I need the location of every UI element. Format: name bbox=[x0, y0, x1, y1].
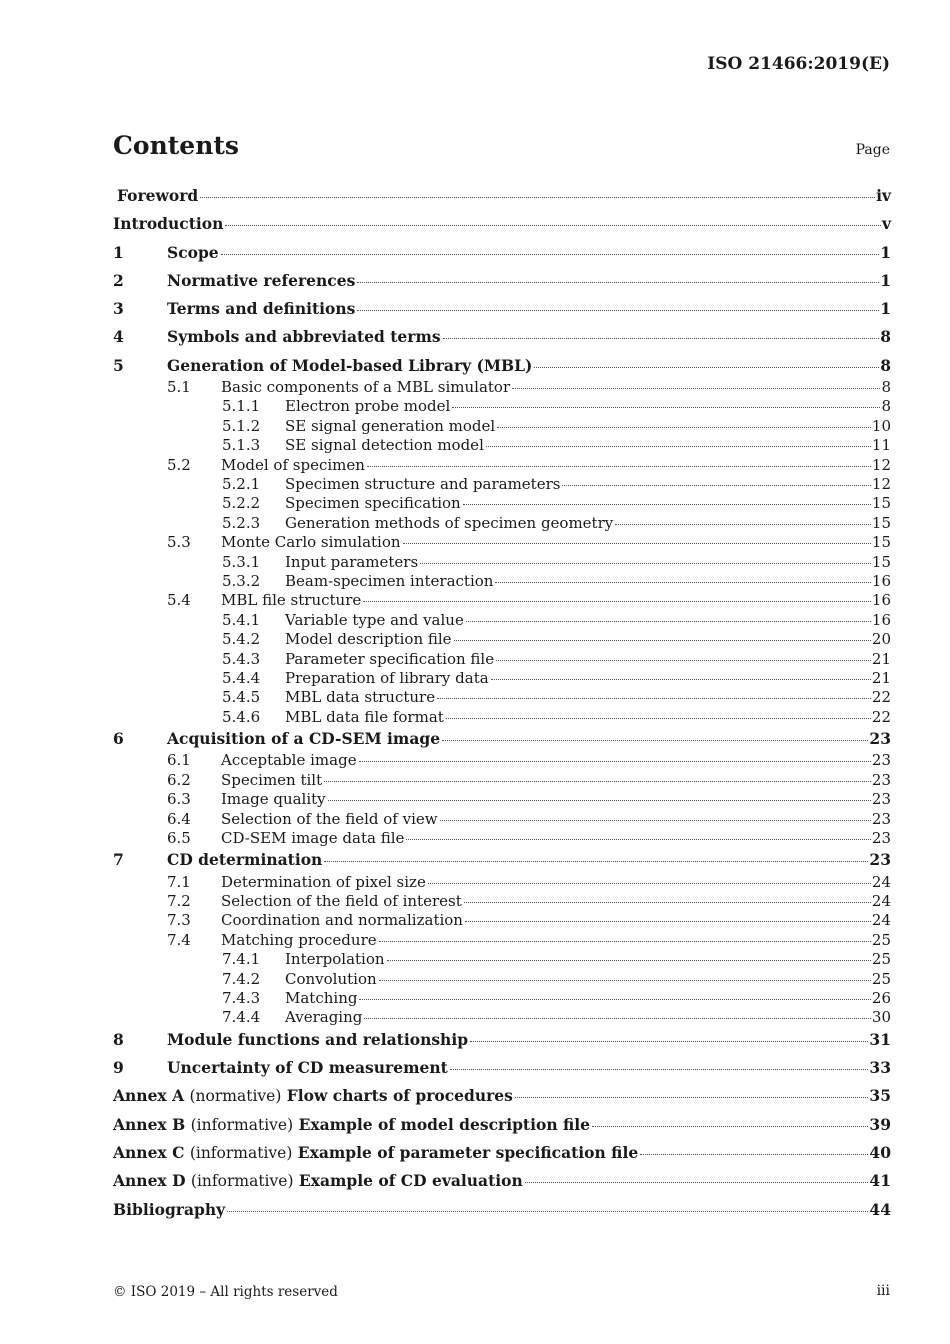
toc-entry[interactable] bbox=[113, 553, 891, 572]
annex-type: (informative) bbox=[189, 1143, 293, 1162]
dot-leader bbox=[379, 941, 871, 942]
dot-leader bbox=[463, 504, 871, 505]
toc-entry-number: 7.4.1 bbox=[222, 950, 261, 969]
toc-entry-page: 23 bbox=[869, 850, 891, 870]
toc-entry-title: Averaging bbox=[285, 1008, 363, 1027]
dot-leader bbox=[440, 820, 871, 821]
toc-entry[interactable] bbox=[113, 669, 891, 688]
toc-entry-title: Generation of Model-based Library (MBL) bbox=[167, 355, 533, 375]
toc-entry-title: MBL data structure bbox=[285, 688, 436, 707]
dot-leader bbox=[363, 601, 871, 602]
toc-entry-page: 40 bbox=[869, 1142, 891, 1162]
toc-entry[interactable] bbox=[113, 1056, 891, 1084]
toc-entry-title: Monte Carlo simulation bbox=[221, 533, 401, 552]
toc-entry-title: Parameter specification file bbox=[285, 649, 495, 668]
annex-label: Annex A bbox=[113, 1086, 185, 1106]
toc-entry-number: 4 bbox=[113, 327, 124, 347]
toc-entry[interactable] bbox=[113, 1141, 891, 1169]
toc-entry[interactable] bbox=[113, 297, 891, 325]
toc-entry-title: Specimen specification bbox=[285, 494, 461, 513]
toc-entry-page: 23 bbox=[871, 809, 891, 828]
toc-entry[interactable] bbox=[113, 241, 891, 269]
toc-entry[interactable] bbox=[113, 184, 891, 212]
toc-entry[interactable] bbox=[113, 591, 891, 610]
toc-entry-title: Generation methods of specimen geometry bbox=[285, 513, 614, 532]
toc-entry-number: 5.1 bbox=[167, 378, 191, 397]
dot-leader bbox=[357, 310, 879, 311]
toc-entry-number: 5.4.4 bbox=[222, 668, 261, 687]
toc-entry-title: Uncertainty of CD measurement bbox=[167, 1058, 448, 1078]
toc-entry[interactable] bbox=[113, 456, 891, 475]
toc-entry-title: Terms and definitions bbox=[167, 299, 356, 319]
dot-leader bbox=[497, 427, 871, 428]
toc-entry-number: 5.1.1 bbox=[222, 397, 261, 416]
dot-leader bbox=[640, 1154, 868, 1155]
annex-type: (informative) bbox=[190, 1172, 294, 1191]
toc-entry-title: Variable type and value bbox=[285, 610, 464, 629]
toc-entry-title: Preparation of library data bbox=[285, 668, 489, 687]
toc-entry-page: 26 bbox=[871, 989, 891, 1007]
toc-entry-page: 31 bbox=[869, 1029, 891, 1049]
dot-leader bbox=[452, 407, 880, 408]
dot-leader bbox=[615, 524, 871, 525]
toc-entry-page: 25 bbox=[871, 969, 891, 988]
toc-entry[interactable] bbox=[113, 931, 891, 950]
toc-entry[interactable] bbox=[113, 494, 891, 513]
toc-entry[interactable] bbox=[113, 790, 891, 809]
toc-entry-title: SE signal detection model bbox=[285, 436, 484, 455]
toc-entry-title: MBL file structure bbox=[221, 591, 362, 610]
toc-entry-page: 12 bbox=[871, 455, 891, 474]
toc-entry-title: Image quality bbox=[221, 790, 326, 809]
toc-entry-page: 30 bbox=[871, 1008, 891, 1027]
toc-entry-number: 5.2 bbox=[167, 455, 191, 474]
toc-entry-page: 16 bbox=[871, 610, 891, 629]
dot-leader bbox=[464, 902, 871, 903]
toc-entry-title bbox=[113, 1084, 513, 1108]
toc-entry-title: Basic components of a MBL simulator bbox=[221, 378, 511, 397]
toc-entry-number: 5.4.6 bbox=[222, 707, 261, 726]
dot-leader bbox=[406, 839, 871, 840]
dot-leader bbox=[465, 921, 871, 922]
toc-entry-title: Interpolation bbox=[285, 950, 385, 969]
toc-entry-number: 6.3 bbox=[167, 790, 191, 809]
toc-entry-title: MBL data file format bbox=[285, 707, 444, 726]
toc-entry[interactable] bbox=[113, 397, 891, 416]
annex-title: Example of parameter specification file bbox=[297, 1142, 639, 1162]
toc-entry-page: 1 bbox=[880, 299, 891, 319]
toc-entry[interactable] bbox=[113, 911, 891, 930]
dot-leader bbox=[420, 563, 871, 564]
toc-entry[interactable] bbox=[113, 688, 891, 707]
toc-entry-page: 39 bbox=[869, 1114, 891, 1134]
dot-leader bbox=[496, 660, 871, 661]
toc-entry[interactable] bbox=[113, 873, 891, 892]
toc-entry-number: 5.1.3 bbox=[222, 436, 261, 455]
toc-entry[interactable] bbox=[113, 1084, 891, 1112]
toc-entry[interactable] bbox=[113, 892, 891, 911]
toc-entry[interactable] bbox=[113, 650, 891, 669]
toc-entry[interactable] bbox=[113, 533, 891, 552]
toc-entry-number: 6.5 bbox=[167, 828, 191, 847]
toc-entry-number: 5.3 bbox=[167, 533, 191, 552]
toc-entry[interactable] bbox=[113, 417, 891, 436]
toc-entry-title: Model description file bbox=[285, 630, 452, 649]
annex-title: Flow charts of procedures bbox=[286, 1086, 513, 1106]
toc-entry-title: Matching procedure bbox=[221, 930, 377, 949]
dot-leader bbox=[534, 367, 879, 368]
toc-entry-number: 6.1 bbox=[167, 751, 191, 770]
toc-entry-title: Acquisition of a CD-SEM image bbox=[167, 729, 441, 749]
toc-entry-number: 6 bbox=[113, 729, 124, 749]
toc-entry-title: CD determination bbox=[167, 850, 323, 870]
table-of-contents bbox=[113, 184, 891, 1226]
toc-entry-page: 11 bbox=[871, 436, 891, 455]
toc-entry-title: Symbols and abbreviated terms bbox=[167, 327, 441, 347]
dot-leader bbox=[367, 466, 871, 467]
dot-leader bbox=[454, 640, 871, 641]
toc-entry-page: 24 bbox=[871, 892, 891, 911]
dot-leader bbox=[437, 698, 871, 699]
toc-entry[interactable] bbox=[113, 989, 891, 1008]
toc-entry-number: 2 bbox=[113, 270, 124, 290]
dot-leader bbox=[525, 1182, 869, 1183]
toc-entry-number: 5.4.1 bbox=[222, 610, 261, 629]
toc-entry-number: 7.4.2 bbox=[222, 969, 261, 988]
toc-entry-page: 23 bbox=[869, 729, 891, 749]
toc-entry-number: 5 bbox=[113, 355, 124, 375]
annex-type: (normative) bbox=[189, 1087, 282, 1106]
annex-title: Example of CD evaluation bbox=[298, 1171, 523, 1191]
dot-leader bbox=[359, 761, 871, 762]
dot-leader bbox=[486, 446, 871, 447]
toc-entry-page: 15 bbox=[871, 494, 891, 513]
dot-leader bbox=[200, 197, 875, 198]
dot-leader bbox=[470, 1041, 868, 1042]
toc-entry[interactable] bbox=[113, 1198, 891, 1226]
toc-entry-page: 33 bbox=[869, 1058, 891, 1078]
standard-id: ISO 21466:2019(E) bbox=[707, 54, 890, 74]
toc-entry-page: iv bbox=[876, 186, 891, 205]
toc-entry-number: 9 bbox=[113, 1058, 124, 1078]
toc-entry-number: 5.1.2 bbox=[222, 416, 261, 435]
dot-leader bbox=[592, 1126, 868, 1127]
toc-entry-page: 22 bbox=[871, 688, 891, 707]
toc-entry[interactable] bbox=[113, 269, 891, 297]
toc-entry-page: 44 bbox=[869, 1199, 891, 1219]
toc-entry-page: 8 bbox=[881, 378, 891, 397]
toc-entry[interactable] bbox=[113, 1113, 891, 1141]
toc-entry-number: 7.4 bbox=[167, 930, 191, 949]
toc-entry-page: 1 bbox=[880, 270, 891, 290]
toc-entry-number: 7.4.3 bbox=[222, 989, 261, 1007]
toc-entry-title: Foreword bbox=[117, 186, 199, 205]
toc-entry-page: 12 bbox=[871, 475, 891, 494]
toc-entry-number: 5.2.3 bbox=[222, 513, 261, 532]
dot-leader bbox=[387, 960, 871, 961]
toc-entry-number: 5.2.2 bbox=[222, 494, 261, 513]
toc-entry-title: Input parameters bbox=[285, 552, 419, 571]
annex-title: Example of model description file bbox=[298, 1114, 590, 1134]
dot-leader bbox=[450, 1069, 869, 1070]
toc-entry-page: 20 bbox=[871, 630, 891, 649]
dot-leader bbox=[515, 1097, 869, 1098]
toc-entry-number: 5.4 bbox=[167, 591, 191, 610]
toc-entry-number: 7.1 bbox=[167, 872, 191, 891]
page-column-label: Page bbox=[855, 142, 890, 158]
toc-entry[interactable] bbox=[113, 630, 891, 649]
toc-entry-number: 5.2.1 bbox=[222, 475, 261, 494]
toc-entry-page: 15 bbox=[871, 552, 891, 571]
toc-entry-number: 6.2 bbox=[167, 770, 191, 789]
toc-entry-page: 35 bbox=[869, 1086, 891, 1106]
toc-entry-page: 15 bbox=[871, 513, 891, 532]
toc-entry-number: 6.4 bbox=[167, 809, 191, 828]
dot-leader bbox=[512, 388, 880, 389]
toc-entry-title: Specimen tilt bbox=[221, 770, 323, 789]
toc-entry[interactable] bbox=[113, 1028, 891, 1056]
dot-leader bbox=[446, 718, 871, 719]
toc-entry-number: 3 bbox=[113, 299, 124, 319]
toc-entry-page: 21 bbox=[871, 649, 891, 668]
dot-leader bbox=[403, 543, 871, 544]
toc-entry-title: SE signal generation model bbox=[285, 416, 496, 435]
toc-entry[interactable] bbox=[113, 771, 891, 790]
toc-entry-page: v bbox=[881, 214, 891, 234]
toc-entry-title: Selection of the field of interest bbox=[221, 892, 462, 911]
toc-entry-page: 16 bbox=[871, 571, 891, 590]
toc-entry[interactable] bbox=[113, 572, 891, 591]
toc-entry-number: 7 bbox=[113, 850, 124, 870]
toc-entry-page: 15 bbox=[871, 533, 891, 552]
annex-label: Annex B bbox=[113, 1114, 186, 1134]
toc-entry[interactable] bbox=[113, 751, 891, 770]
contents-title: Contents bbox=[113, 131, 240, 160]
toc-entry-title: Selection of the field of view bbox=[221, 809, 438, 828]
toc-entry-number: 7.4.4 bbox=[222, 1008, 261, 1027]
toc-entry[interactable] bbox=[113, 475, 891, 494]
dot-leader bbox=[466, 621, 871, 622]
toc-entry-page: 23 bbox=[871, 828, 891, 847]
toc-entry-page: 10 bbox=[871, 416, 891, 435]
toc-entry[interactable] bbox=[113, 970, 891, 989]
dot-leader bbox=[491, 679, 871, 680]
toc-entry-page: 24 bbox=[871, 872, 891, 891]
copyright-notice: © ISO 2019 – All rights reserved bbox=[113, 1284, 338, 1300]
dot-leader bbox=[443, 338, 880, 339]
toc-entry-page: 8 bbox=[880, 355, 891, 375]
toc-entry-page: 41 bbox=[869, 1171, 891, 1191]
dot-leader bbox=[324, 861, 868, 862]
toc-entry-title: Convolution bbox=[285, 969, 377, 988]
dot-leader bbox=[359, 999, 870, 1000]
dot-leader bbox=[221, 254, 880, 255]
toc-entry-page: 1 bbox=[880, 242, 891, 262]
toc-entry-title: Beam-specimen interaction bbox=[285, 571, 494, 590]
toc-entry-title: Bibliography bbox=[113, 1199, 226, 1219]
toc-entry[interactable] bbox=[113, 1008, 891, 1027]
toc-entry-title: Scope bbox=[167, 242, 219, 262]
toc-entry-title bbox=[113, 1113, 590, 1137]
toc-entry-page: 23 bbox=[871, 751, 891, 770]
dot-leader bbox=[328, 800, 871, 801]
toc-entry-page: 16 bbox=[871, 591, 891, 610]
annex-label: Annex D bbox=[113, 1171, 186, 1191]
toc-entry-title: Specimen structure and parameters bbox=[285, 475, 561, 494]
toc-entry[interactable] bbox=[113, 325, 891, 353]
toc-entry[interactable] bbox=[113, 829, 891, 848]
toc-entry[interactable] bbox=[113, 378, 891, 397]
toc-entry-page: 25 bbox=[871, 950, 891, 969]
toc-entry-title: CD-SEM image data file bbox=[221, 828, 405, 847]
toc-entry-title bbox=[113, 1141, 638, 1165]
toc-entry-number: 7.3 bbox=[167, 911, 191, 930]
annex-type: (informative) bbox=[190, 1115, 294, 1134]
dot-leader bbox=[495, 582, 870, 583]
toc-entry-number: 5.4.5 bbox=[222, 688, 261, 707]
toc-entry-number: 5.4.2 bbox=[222, 630, 261, 649]
toc-entry[interactable] bbox=[113, 436, 891, 455]
toc-entry-number: 5.3.2 bbox=[222, 571, 261, 590]
toc-entry-page: 24 bbox=[871, 911, 891, 930]
toc-entry-title: Model of specimen bbox=[221, 455, 365, 474]
toc-entry-title: Module functions and relationship bbox=[167, 1029, 469, 1049]
toc-entry-page: 23 bbox=[871, 790, 891, 809]
toc-entry-title: Matching bbox=[285, 989, 358, 1007]
toc-entry[interactable] bbox=[113, 611, 891, 630]
toc-entry-number: 5.3.1 bbox=[222, 552, 261, 571]
toc-entry-title: Introduction bbox=[113, 214, 224, 234]
dot-leader bbox=[324, 781, 871, 782]
dot-leader bbox=[357, 282, 879, 283]
toc-entry-page: 21 bbox=[871, 668, 891, 687]
toc-entry-title bbox=[113, 1169, 523, 1193]
toc-entry-page: 22 bbox=[871, 707, 891, 726]
dot-leader bbox=[225, 225, 881, 226]
toc-entry-page: 8 bbox=[881, 397, 891, 416]
dot-leader bbox=[442, 740, 868, 741]
toc-entry[interactable] bbox=[113, 810, 891, 829]
toc-entry-title: Electron probe model bbox=[285, 397, 451, 416]
dot-leader bbox=[379, 980, 871, 981]
toc-entry[interactable] bbox=[113, 708, 891, 727]
toc-entry-title: Determination of pixel size bbox=[221, 872, 426, 891]
toc-entry[interactable] bbox=[113, 950, 891, 969]
toc-entry-number: 5.4.3 bbox=[222, 649, 261, 668]
toc-entry-title: Normative references bbox=[167, 270, 356, 290]
toc-entry-page: 25 bbox=[871, 930, 891, 949]
toc-entry-page: 8 bbox=[880, 327, 891, 347]
dot-leader bbox=[364, 1018, 871, 1019]
toc-entry-title: Acceptable image bbox=[221, 751, 357, 770]
toc-entry[interactable] bbox=[113, 514, 891, 533]
toc-entry-page: 23 bbox=[871, 770, 891, 789]
toc-entry-number: 1 bbox=[113, 242, 124, 262]
toc-entry[interactable] bbox=[113, 212, 891, 240]
dot-leader bbox=[562, 485, 870, 486]
dot-leader bbox=[227, 1211, 868, 1212]
toc-entry-number: 8 bbox=[113, 1029, 124, 1049]
dot-leader bbox=[428, 883, 871, 884]
annex-label: Annex C bbox=[113, 1142, 185, 1162]
page-number: iii bbox=[876, 1283, 890, 1299]
toc-entry-title: Coordination and normalization bbox=[221, 911, 463, 930]
toc-entry-number: 7.2 bbox=[167, 892, 191, 911]
toc-entry[interactable] bbox=[113, 1169, 891, 1197]
